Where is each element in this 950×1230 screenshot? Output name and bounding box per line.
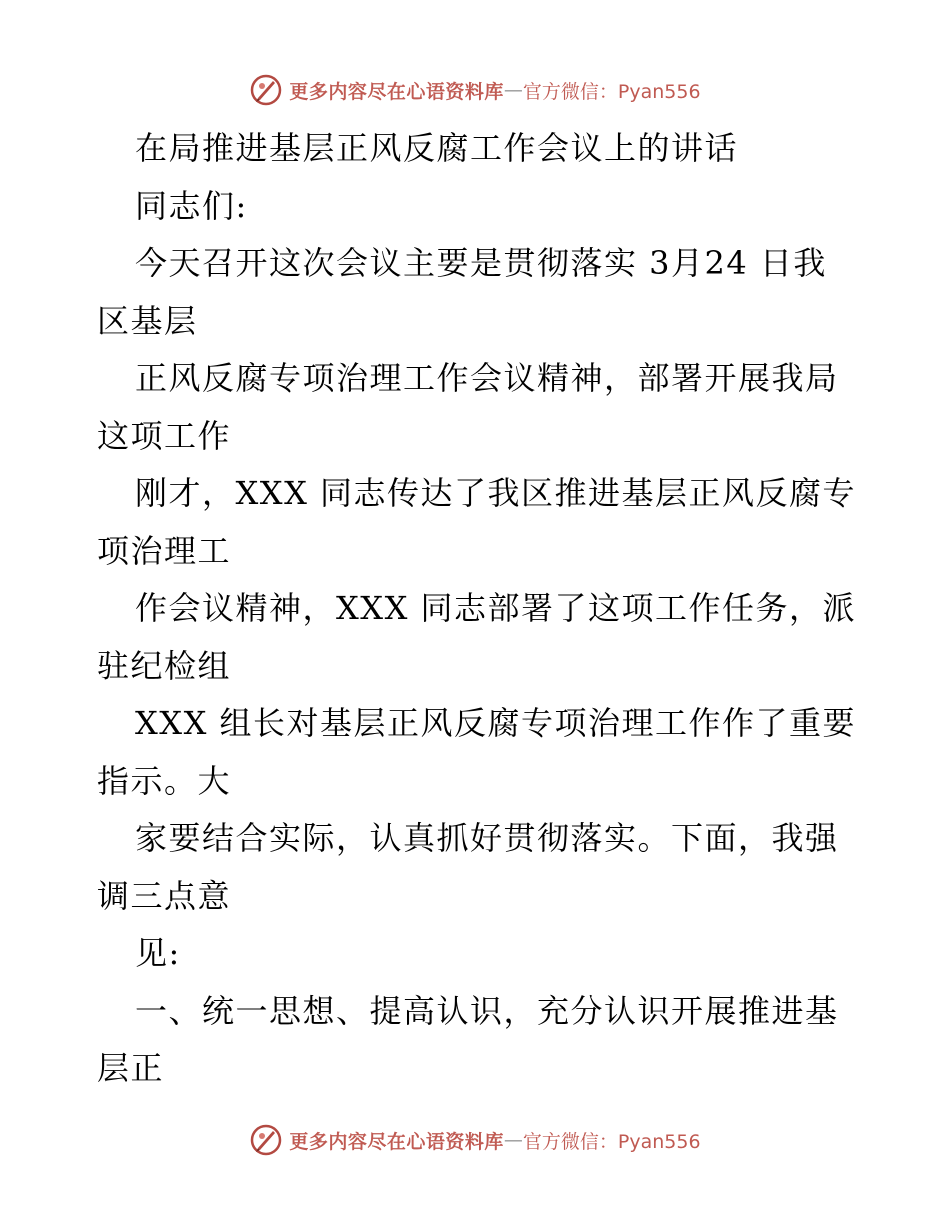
paragraph-line: 项治理工 xyxy=(97,531,232,570)
quill-logo-icon xyxy=(249,1123,283,1157)
paragraph-line: 调三点意 xyxy=(97,876,232,915)
paragraph-line: 这项工作 xyxy=(97,416,232,455)
paragraph-line: 作会议精神，XXX 同志部署了这项工作任务，派 xyxy=(135,589,857,627)
paragraph-line: 今天召开这次会议主要是贯彻落实 3月24 日我 xyxy=(135,244,827,282)
paragraph-line: 区基层 xyxy=(97,301,198,340)
section-heading-line: 一、统一思想、提高认识，充分认识开展推进基 xyxy=(135,991,839,1030)
salutation: 同志们: xyxy=(135,186,248,225)
quill-logo-icon xyxy=(249,73,283,107)
section-heading-line: 层正 xyxy=(97,1049,165,1087)
paragraph-line: 家要结合实际，认真抓好贯彻落实。下面，我强 xyxy=(135,819,839,857)
paragraph-line: 指示。大 xyxy=(97,761,232,800)
document-title: 在局推进基层正风反腐工作会议上的讲话 xyxy=(135,129,739,167)
document-body xyxy=(97,120,857,1098)
paragraph-line: XXX 组长对基层正风反腐专项治理工作作了重要 xyxy=(135,704,857,742)
footer-separator: — xyxy=(503,1129,523,1151)
footer-contact: 官方微信：Pyan556 xyxy=(522,1130,701,1153)
footer-site-text: 更多内容尽在心语资料库 xyxy=(289,1130,504,1153)
footer-banner xyxy=(0,1120,950,1160)
paragraph-line: 正风反腐专项治理工作会议精神，部署开展我局 xyxy=(135,359,839,397)
paragraph-line: 刚才，XXX 同志传达了我区推进基层正风反腐专 xyxy=(135,474,857,512)
header-contact: 官方微信：Pyan556 xyxy=(522,80,701,103)
header-separator: — xyxy=(503,79,523,101)
paragraph-line: 驻纪检组 xyxy=(97,646,232,685)
paragraph-line: 见: xyxy=(135,934,181,972)
header-banner xyxy=(0,70,950,110)
header-site-text: 更多内容尽在心语资料库 xyxy=(289,80,504,103)
